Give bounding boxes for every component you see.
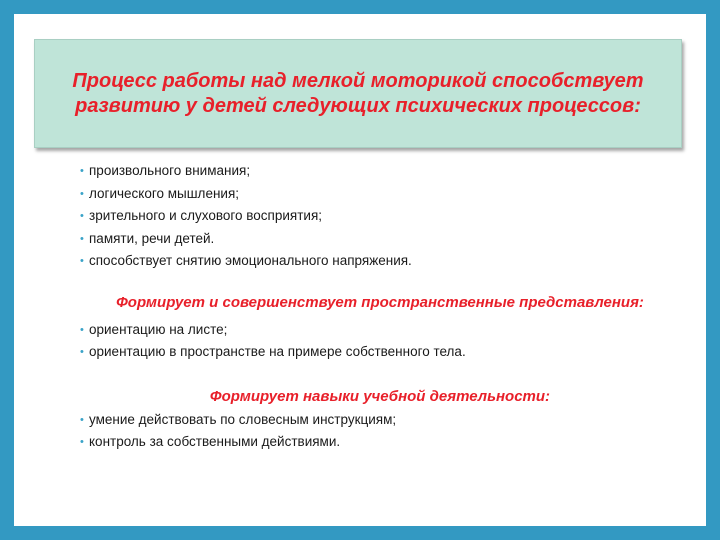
- list-item: • контроль за собственными действиями.: [80, 431, 680, 454]
- bullet-icon: •: [80, 255, 84, 267]
- spatial-list: [80, 319, 680, 364]
- list-item: • умение действовать по словесным инструкциям;: [80, 409, 680, 432]
- bullet-icon: •: [80, 436, 84, 448]
- content: [80, 160, 680, 454]
- learning-skills-list: [80, 409, 680, 454]
- bullet-icon: •: [80, 413, 84, 426]
- bullet-icon: •: [80, 232, 84, 245]
- list-item: • памяти, речи детей.: [80, 228, 680, 251]
- slide-title: Процесс работы над мелкой моторикой способствует развитию у детей следующих психических процессов:: [72, 69, 644, 117]
- bullet-icon: •: [80, 346, 84, 358]
- list-item: • ориентацию на листе;: [80, 319, 680, 342]
- list-item: • способствует снятию эмоционального напряжения.: [80, 250, 680, 273]
- mental-processes-list: [80, 160, 680, 273]
- slide: [14, 14, 706, 526]
- list-item: • зрительного и слухового восприятия;: [80, 205, 680, 228]
- learning-skills-heading: Формирует навыки учебной деятельности:: [209, 387, 551, 405]
- list-item: • произвольного внимания;: [80, 160, 680, 183]
- spatial-heading: Формирует и совершенствует пространственные представления:: [116, 293, 644, 311]
- bullet-icon: •: [80, 187, 84, 200]
- list-item: • ориентацию в пространстве на примере собственного тела.: [80, 341, 680, 364]
- bullet-icon: •: [80, 165, 84, 177]
- bullet-icon: •: [80, 210, 84, 222]
- title-box: [34, 39, 682, 148]
- list-item: • логического мышления;: [80, 183, 680, 206]
- bullet-icon: •: [80, 323, 84, 336]
